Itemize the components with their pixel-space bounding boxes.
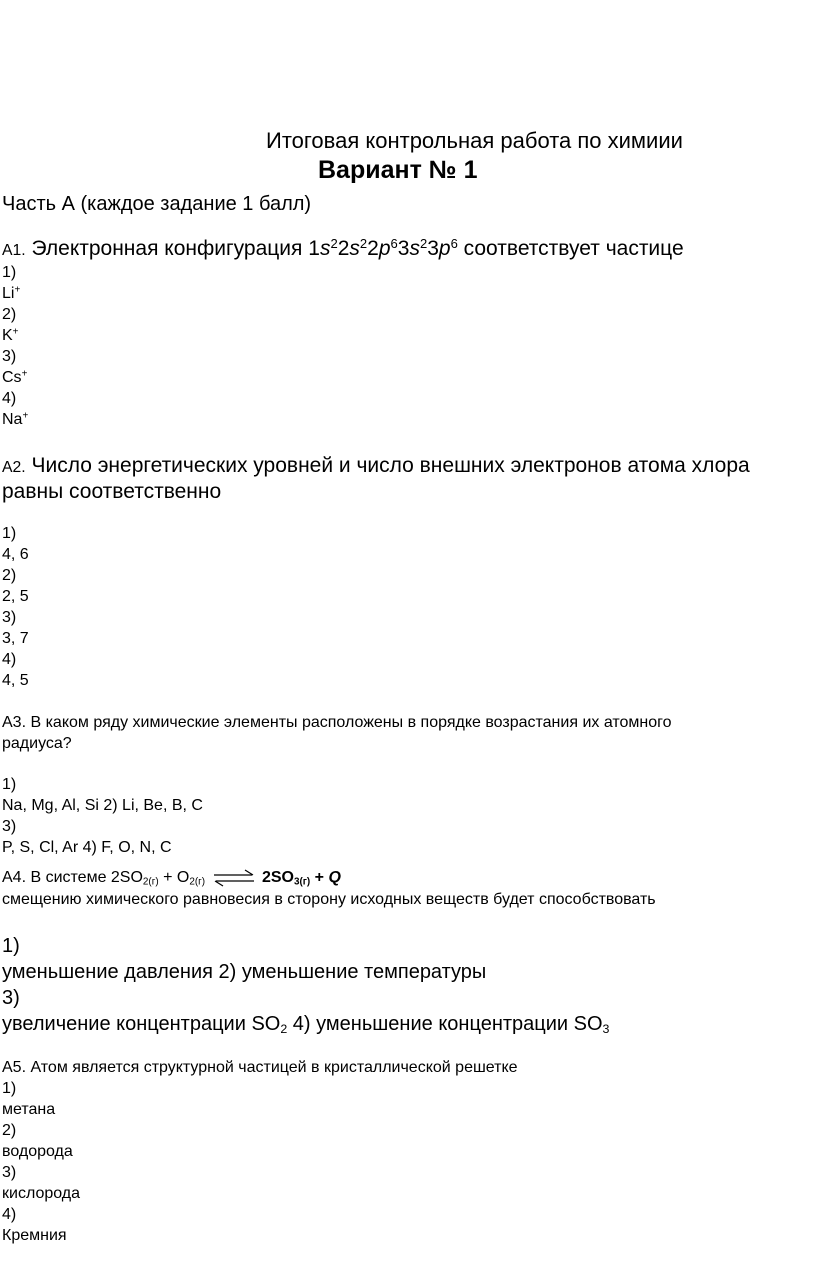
orbital: p <box>438 237 451 260</box>
part-heading: Часть А (каждое задание 1 балл) <box>2 193 312 215</box>
option-number: 2) <box>2 567 17 584</box>
option-number: 1) <box>2 935 20 957</box>
question-text-continued: смещению химического равновесия в сторону исходных веществ будет способствовать <box>2 891 656 908</box>
option-number: 1) <box>2 264 17 281</box>
question-a5: А5. Атом является структурной частицей в кристаллической решетке <box>2 1059 518 1076</box>
electron-count: 2 <box>359 235 368 251</box>
ion-charge: + <box>21 368 28 380</box>
text-part: соответствует частице <box>457 237 684 260</box>
question-text: Число энергетических уровней и число внешних электронов атома хлора <box>31 454 750 477</box>
question-number: А2. <box>2 459 26 476</box>
ion-symbol: Cs <box>2 369 22 386</box>
option-line: уменьшение давления 2) уменьшение температуры <box>2 961 487 983</box>
option-value: Кремния <box>2 1227 67 1244</box>
question-a3: А3. В каком ряду химические элементы расположены в порядке возрастания их атомного <box>2 714 672 731</box>
ion-symbol: Na <box>2 411 23 428</box>
option-value: кислорода <box>2 1185 81 1202</box>
option-number: 3) <box>2 1164 17 1181</box>
option-number: 2) <box>2 306 17 323</box>
electron-count: 6 <box>390 235 398 251</box>
product: 2SO <box>261 869 294 887</box>
electron-count: 2 <box>419 235 428 251</box>
option-number: 1) <box>2 525 17 542</box>
option-number: 3) <box>2 609 17 626</box>
ion-charge: + <box>22 410 29 422</box>
orbital: s <box>349 237 360 260</box>
question-a1 <box>2 235 684 260</box>
option-value <box>2 370 27 386</box>
option-value <box>2 286 20 302</box>
option-value: 4, 5 <box>2 672 29 689</box>
page-title: Итоговая контрольная работа по химиии <box>266 128 683 153</box>
question-text-continued: радиуса? <box>2 735 72 752</box>
electron-count: 2 <box>330 235 338 251</box>
orbital: s <box>319 237 331 260</box>
option-number: 3) <box>2 818 17 835</box>
level: 3 <box>397 237 410 260</box>
orbital: s <box>409 237 420 260</box>
level: 2 <box>337 237 350 260</box>
option-number: 3) <box>2 348 17 365</box>
option-number: 4) <box>2 1206 17 1223</box>
variant-heading: Вариант № 1 <box>318 156 478 184</box>
option-value <box>2 412 28 428</box>
text-part: Электронная конфигурация 1 <box>31 237 320 260</box>
question-a2 <box>2 455 750 476</box>
subscript: 2(г) <box>189 876 206 888</box>
option-value <box>2 328 18 344</box>
question-text-continued: равны соответственно <box>2 480 222 503</box>
text-part: + <box>310 869 329 887</box>
option-value: 4, 6 <box>2 546 29 563</box>
ion-charge: + <box>14 284 21 296</box>
option-number: 1) <box>2 1080 17 1097</box>
option-value: водорода <box>2 1143 73 1160</box>
text-part: 4) уменьшение концентрации SO <box>287 1013 603 1035</box>
text-part: увеличение концентрации SO <box>2 1013 281 1035</box>
ion-symbol: Li <box>2 285 15 302</box>
option-value: 3, 7 <box>2 630 29 647</box>
option-line: P, S, Cl, Ar 4) F, O, N, C <box>2 839 172 856</box>
text-part: А4. В системе 2SO <box>2 869 143 887</box>
subscript: 2 <box>280 1022 288 1037</box>
option-value: 2, 5 <box>2 588 29 605</box>
electron-count: 6 <box>450 235 458 251</box>
equilibrium-arrow-icon <box>212 869 256 887</box>
heat-symbol: Q <box>328 869 341 887</box>
question-a4 <box>2 869 341 887</box>
orbital: p <box>378 237 391 260</box>
question-number: А1. <box>2 242 26 259</box>
option-line <box>2 1013 610 1037</box>
ion-charge: + <box>12 326 19 338</box>
level: 3 <box>427 237 439 260</box>
option-number: 4) <box>2 651 17 668</box>
text-part: + O <box>158 869 190 887</box>
subscript: 3 <box>602 1022 610 1037</box>
level: 2 <box>367 237 379 260</box>
option-number: 4) <box>2 390 17 407</box>
question-text <box>31 237 683 260</box>
subscript: 3(г) <box>294 876 311 888</box>
ion-symbol: K <box>2 327 13 344</box>
option-number: 2) <box>2 1122 17 1139</box>
option-number: 3) <box>2 987 20 1009</box>
option-value: метана <box>2 1101 56 1118</box>
option-number: 1) <box>2 776 17 793</box>
subscript: 2(г) <box>142 876 159 888</box>
option-line: Na, Mg, Al, Si 2) Li, Be, B, C <box>2 797 203 814</box>
